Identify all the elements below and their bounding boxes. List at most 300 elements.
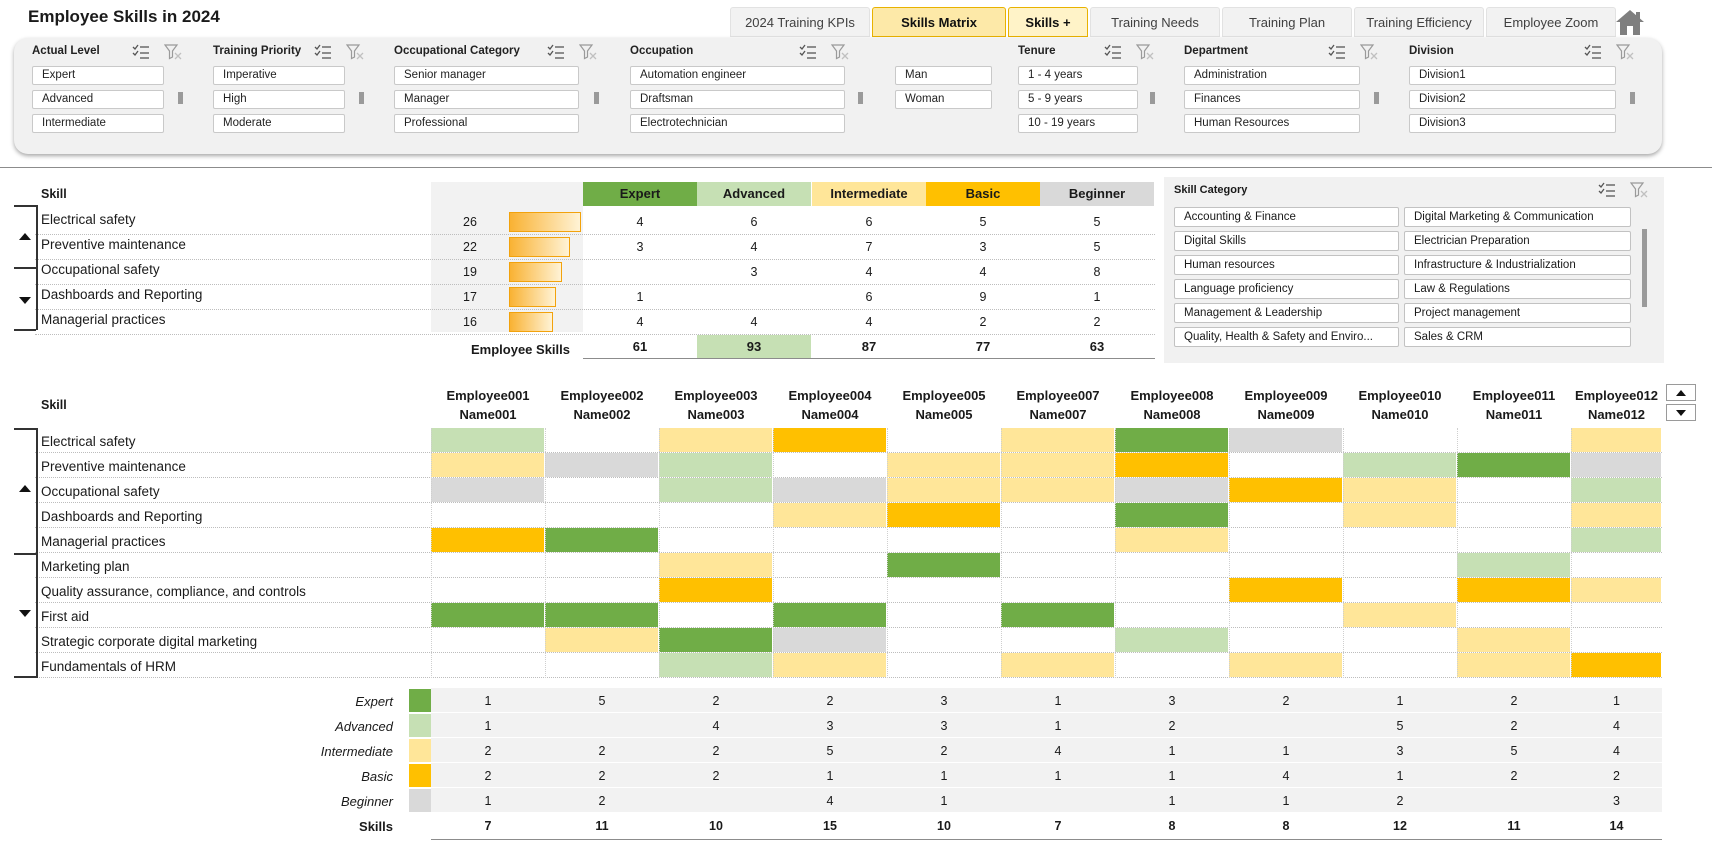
skill-level-cell[interactable] (1115, 578, 1228, 602)
skill-level-cell[interactable] (1343, 503, 1456, 527)
skills-total: 7 (1054, 819, 1062, 833)
employee-id: Employee012 (1574, 388, 1659, 403)
skill-level-cell[interactable] (1571, 453, 1661, 477)
skill-level-cell[interactable] (431, 428, 544, 452)
skill-category-item[interactable]: Law & Regulations (1404, 279, 1631, 299)
skill-level-cell[interactable] (1115, 628, 1228, 652)
gender-slicer-item[interactable]: Man (895, 66, 992, 85)
skill-level-cell[interactable] (1571, 478, 1661, 502)
employee-column-header (887, 386, 1001, 424)
employee-databar (509, 287, 556, 307)
employee-id: Employee004 (788, 388, 872, 403)
tenure-slicer-item[interactable]: 10 - 19 years (1018, 114, 1138, 133)
totals-underline (431, 839, 1662, 840)
tenure-slicer-item[interactable]: 1 - 4 years (1018, 66, 1138, 85)
level-count: 5 (598, 694, 606, 708)
group-bracket-bottom (14, 329, 36, 331)
triangle-up-icon (1676, 390, 1686, 396)
skills-total: 11 (595, 819, 609, 833)
level-count: 1 (1613, 694, 1620, 708)
skill-level-cell[interactable] (773, 628, 886, 652)
skill-level-cell[interactable] (1001, 628, 1114, 652)
skill-level-cell[interactable] (887, 478, 1000, 502)
level-count: 1 (1282, 794, 1290, 808)
skill-level-cell[interactable] (887, 528, 1000, 552)
group-bracket (36, 205, 38, 330)
level-count: 2 (484, 744, 492, 758)
row-divider (35, 284, 1155, 285)
level-count: 2 (712, 694, 720, 708)
level-count: 1 (940, 769, 948, 783)
summary-level-count: 4 (865, 315, 873, 329)
skill-level-cell[interactable] (659, 653, 772, 677)
skill-level-cell[interactable] (1001, 653, 1114, 677)
tab-training-efficiency[interactable]: Training Efficiency (1354, 7, 1484, 37)
skill-category-title: Skill Category (1174, 184, 1248, 196)
expand-down-arrow[interactable] (19, 610, 31, 617)
skill-level-cell[interactable] (1229, 603, 1342, 627)
employee-column-header (431, 386, 545, 424)
skill-level-cell[interactable] (1343, 428, 1456, 452)
division-slicer-item[interactable]: Division1 (1409, 66, 1616, 85)
page-title: Employee Skills in 2024 (28, 7, 220, 26)
skill-level-cell[interactable] (887, 628, 1000, 652)
skill-level-cell[interactable] (887, 428, 1000, 452)
skill-level-cell[interactable] (545, 553, 658, 577)
scrollbar-thumb[interactable] (178, 92, 183, 104)
matrix-skill-label: Strategic corporate digital marketing (41, 634, 258, 649)
skill-level-cell[interactable] (1001, 453, 1114, 477)
clear-filter-icon[interactable] (164, 44, 182, 60)
employee-name: Name007 (1029, 407, 1087, 422)
skill-level-cell[interactable] (431, 578, 544, 602)
division-slicer-item[interactable]: Division2 (1409, 90, 1616, 109)
clear-filter-icon[interactable] (346, 44, 364, 60)
tab-skills-plus[interactable]: Skills + (1008, 7, 1088, 37)
matrix-skill-label: Marketing plan (41, 559, 130, 574)
level-header-intermediate: Intermediate (812, 182, 926, 206)
scroll-up-arrow[interactable] (19, 233, 31, 240)
skill-level-cell[interactable] (1001, 603, 1114, 627)
row-divider (35, 234, 1155, 235)
skill-category-item[interactable]: Infrastructure & Industrialization (1404, 255, 1631, 275)
level-color-swatch (409, 689, 431, 712)
level-count: 1 (484, 719, 492, 733)
skill-category-item[interactable]: Human resources (1174, 255, 1399, 275)
occupation-slicer-item[interactable]: Draftsman (630, 90, 845, 109)
scrollbar-thumb[interactable] (359, 92, 364, 104)
skill-level-cell[interactable] (887, 553, 1000, 577)
skill-level-cell[interactable] (1229, 578, 1342, 602)
tab-training-needs[interactable]: Training Needs (1090, 7, 1220, 37)
skill-category-slicer (1164, 177, 1664, 363)
employee-name: Name012 (1587, 407, 1646, 422)
skill-level-cell[interactable] (659, 528, 772, 552)
skill-level-cell[interactable] (1457, 478, 1570, 502)
row-divider (431, 712, 1662, 713)
skill-level-cell[interactable] (1001, 578, 1114, 602)
slicer-actions (314, 44, 364, 60)
tab-training-plan[interactable]: Training Plan (1222, 7, 1352, 37)
home-icon[interactable] (1614, 7, 1646, 37)
scrollbar-thumb[interactable] (1374, 92, 1379, 104)
skill-level-cell[interactable] (431, 503, 544, 527)
matrix-skill-label: First aid (41, 609, 90, 624)
skill-level-cell[interactable] (1343, 528, 1456, 552)
level-count: 2 (712, 769, 720, 783)
skill-level-cell[interactable] (1115, 478, 1228, 502)
skill-category-item[interactable]: Language proficiency (1174, 279, 1399, 299)
level-row-label: Intermediate (320, 744, 393, 759)
summary-level-count: 3 (636, 240, 644, 254)
skill-level-cell[interactable] (887, 578, 1000, 602)
skill-level-cell[interactable] (1229, 528, 1342, 552)
level-count: 1 (1396, 769, 1404, 783)
tab-bar (730, 7, 1616, 37)
multi-select-icon[interactable] (799, 44, 817, 60)
skill-level-cell[interactable] (1457, 453, 1570, 477)
column-divider (431, 428, 432, 678)
multi-select-icon[interactable] (1584, 44, 1602, 60)
slicer-actions (1598, 182, 1648, 198)
tenure-slicer-title: Tenure (1018, 45, 1056, 57)
skills-total: 14 (1609, 819, 1624, 833)
skill-level-cell[interactable] (659, 578, 772, 602)
summary-level-count: 6 (865, 215, 873, 229)
skill-level-cell[interactable] (1457, 503, 1570, 527)
column-divider (659, 428, 660, 678)
actual-level-slicer-item[interactable]: Expert (32, 66, 164, 85)
skill-level-cell[interactable] (659, 503, 772, 527)
skill-level-cell[interactable] (1115, 428, 1228, 452)
skill-level-cell[interactable] (773, 528, 886, 552)
employee-column-header (659, 386, 773, 424)
skill-level-cell[interactable] (887, 453, 1000, 477)
summary-level-count: 9 (979, 290, 987, 304)
skill-level-cell[interactable] (1457, 528, 1570, 552)
scrollbar-thumb[interactable] (594, 92, 599, 104)
skill-category-item[interactable]: Digital Marketing & Communication (1404, 207, 1631, 227)
level-count: 1 (826, 769, 834, 783)
skill-level-cell[interactable] (545, 478, 658, 502)
tenure-slicer-item[interactable]: 5 - 9 years (1018, 90, 1138, 109)
division-slicer-item[interactable]: Division3 (1409, 114, 1616, 133)
scrollbar-thumb[interactable] (858, 92, 863, 104)
level-count: 5 (826, 744, 834, 758)
employee-name: Name002 (573, 407, 631, 422)
skill-level-cell[interactable] (1115, 653, 1228, 677)
skill-level-cell[interactable] (545, 503, 658, 527)
skill-level-cell[interactable] (1001, 478, 1114, 502)
level-color-swatch (409, 739, 431, 762)
skill-level-cell[interactable] (1229, 453, 1342, 477)
employee-name: Name011 (1485, 407, 1543, 422)
skill-level-cell[interactable] (1229, 503, 1342, 527)
skill-level-cell[interactable] (1457, 628, 1570, 652)
skill-level-cell[interactable] (545, 528, 658, 552)
level-row-label: Expert (355, 694, 393, 709)
skill-level-cell[interactable] (1457, 553, 1570, 577)
skill-level-cell[interactable] (1343, 603, 1456, 627)
skill-level-cell[interactable] (1571, 553, 1661, 577)
slicer-actions (1584, 44, 1634, 60)
skill-level-cell[interactable] (545, 428, 658, 452)
division-slicer-title: Division (1409, 45, 1454, 57)
skill-level-cell[interactable] (1571, 428, 1661, 452)
skill-level-cell[interactable] (773, 578, 886, 602)
skill-level-cell[interactable] (545, 628, 658, 652)
column-divider (1571, 428, 1572, 678)
skill-level-cell[interactable] (1571, 653, 1661, 677)
level-count: 3 (1613, 794, 1620, 808)
skill-level-cell[interactable] (773, 428, 886, 452)
level-header-basic: Basic (926, 182, 1040, 206)
row-divider (35, 309, 1155, 310)
summary-employee-count: 19 (463, 265, 477, 279)
employee-column-header (773, 386, 887, 424)
skill-category-item[interactable]: Sales & CRM (1404, 327, 1631, 347)
clear-filter-icon[interactable] (831, 44, 849, 60)
skill-level-cell[interactable] (545, 453, 658, 477)
skill-level-cell[interactable] (1343, 478, 1456, 502)
employee-name: Name009 (1257, 407, 1315, 422)
skill-level-cell[interactable] (1229, 478, 1342, 502)
skill-level-cell[interactable] (1457, 578, 1570, 602)
skill-category-item[interactable]: Management & Leadership (1174, 303, 1399, 323)
row-divider (35, 677, 1662, 678)
skill-category-item[interactable]: Electrician Preparation (1404, 231, 1631, 251)
skill-level-cell[interactable] (1229, 553, 1342, 577)
skill-level-cell[interactable] (659, 478, 772, 502)
skill-level-cell[interactable] (1571, 528, 1661, 552)
multi-select-icon[interactable] (1598, 182, 1616, 198)
multi-select-icon[interactable] (1104, 44, 1122, 60)
department-slicer-item[interactable]: Human Resources (1184, 114, 1360, 133)
skill-level-cell[interactable] (1229, 428, 1342, 452)
column-divider (1229, 428, 1230, 678)
summary-level-count: 4 (750, 240, 758, 254)
skill-category-item[interactable]: Quality, Health & Safety and Enviro... (1174, 327, 1399, 347)
skill-level-cell[interactable] (545, 603, 658, 627)
column-divider (1343, 428, 1344, 678)
matrix-skill-label: Fundamentals of HRM (41, 659, 177, 674)
skill-level-cell[interactable] (659, 428, 772, 452)
employee-column-header (1571, 386, 1662, 424)
summary-skill-label: Preventive maintenance (41, 237, 186, 252)
clear-filter-icon[interactable] (1630, 182, 1648, 198)
tab-employee-zoom[interactable]: Employee Zoom (1486, 7, 1616, 37)
skill-category-item[interactable]: Project management (1404, 303, 1631, 323)
skill-level-cell[interactable] (431, 478, 544, 502)
skill-level-cell[interactable] (431, 553, 544, 577)
skill-level-cell[interactable] (773, 553, 886, 577)
employee-name: Name004 (801, 407, 859, 422)
training-priority-slicer-item[interactable]: High (213, 90, 345, 109)
skill-level-cell[interactable] (431, 628, 544, 652)
actual-level-slicer-item[interactable]: Advanced (32, 90, 164, 109)
skill-level-cell[interactable] (659, 553, 772, 577)
level-row-label: Advanced (335, 719, 393, 734)
column-divider (1115, 428, 1116, 678)
skill-level-cell[interactable] (1343, 553, 1456, 577)
skill-level-cell[interactable] (431, 603, 544, 627)
level-count: 2 (598, 744, 606, 758)
skill-level-cell[interactable] (431, 528, 544, 552)
level-color-swatch (409, 764, 431, 787)
totals-underline (583, 358, 1155, 359)
level-row-label: Beginner (340, 794, 393, 809)
level-count: 3 (940, 719, 948, 733)
skill-category-item[interactable]: Digital Skills (1174, 231, 1399, 251)
employee-column-header (1001, 386, 1115, 424)
skill-level-cell[interactable] (887, 603, 1000, 627)
department-slicer-item[interactable]: Finances (1184, 90, 1360, 109)
actual-level-slicer-item[interactable]: Intermediate (32, 114, 164, 133)
level-total: 77 (975, 339, 991, 354)
skill-level-cell[interactable] (1571, 603, 1661, 627)
scroll-right-button[interactable] (1666, 404, 1696, 421)
level-total: 63 (1089, 339, 1105, 354)
matrix-skill-label: Managerial practices (41, 534, 166, 549)
multi-select-icon[interactable] (132, 44, 150, 60)
skill-level-cell[interactable] (1001, 503, 1114, 527)
occupation-slicer-item[interactable]: Electrotechnician (630, 114, 845, 133)
occupational-category-slicer-item[interactable]: Manager (394, 90, 579, 109)
occupational-category-slicer-item[interactable]: Professional (394, 114, 579, 133)
row-divider (431, 737, 1662, 738)
summary-employee-count: 16 (463, 315, 477, 329)
skill-level-cell[interactable] (1001, 553, 1114, 577)
clear-filter-icon[interactable] (1616, 44, 1634, 60)
skill-level-cell[interactable] (887, 653, 1000, 677)
level-count: 2 (1282, 694, 1290, 708)
section-divider (0, 167, 1712, 168)
level-count: 1 (1168, 744, 1176, 758)
level-total: 61 (632, 339, 648, 354)
level-count: 4 (1282, 769, 1290, 783)
column-divider (887, 428, 888, 678)
level-count: 1 (1282, 744, 1290, 758)
expand-up-arrow[interactable] (19, 485, 31, 492)
skill-level-cell[interactable] (1571, 578, 1661, 602)
level-count: 1 (484, 694, 492, 708)
summary-level-count: 4 (636, 215, 644, 229)
skill-level-cell[interactable] (1115, 553, 1228, 577)
summary-employee-count: 17 (463, 290, 477, 304)
column-divider (773, 428, 774, 678)
skill-level-cell[interactable] (1457, 653, 1570, 677)
department-slicer-item[interactable]: Administration (1184, 66, 1360, 85)
summary-level-count: 7 (865, 240, 873, 254)
skill-level-cell[interactable] (659, 453, 772, 477)
group-bracket (36, 428, 38, 678)
skill-level-cell[interactable] (431, 453, 544, 477)
scrollbar-thumb[interactable] (1150, 92, 1155, 104)
skills-total: 8 (1282, 819, 1290, 833)
triangle-down-icon (1676, 410, 1686, 416)
group-bracket-top (14, 428, 36, 430)
multi-select-icon[interactable] (1328, 44, 1346, 60)
tab-training-kpis[interactable]: 2024 Training KPIs (730, 7, 870, 37)
skill-level-cell[interactable] (1571, 628, 1661, 652)
skill-level-cell[interactable] (1343, 628, 1456, 652)
skills-total: 8 (1168, 819, 1176, 833)
clear-filter-icon[interactable] (1136, 44, 1154, 60)
scroll-left-button[interactable] (1666, 384, 1696, 401)
skill-level-cell[interactable] (773, 653, 886, 677)
skill-level-cell[interactable] (1001, 428, 1114, 452)
level-count: 1 (1396, 694, 1404, 708)
skill-level-cell[interactable] (1457, 603, 1570, 627)
skill-level-cell[interactable] (431, 653, 544, 677)
scrollbar-thumb[interactable] (1642, 229, 1647, 307)
skill-level-cell[interactable] (773, 603, 886, 627)
skill-level-cell[interactable] (1343, 578, 1456, 602)
skill-level-cell[interactable] (1343, 653, 1456, 677)
tab-skills-matrix[interactable]: Skills Matrix (872, 7, 1006, 37)
slicer-actions (1104, 44, 1154, 60)
skill-level-cell[interactable] (1115, 503, 1228, 527)
level-count: 1 (1054, 694, 1062, 708)
group-bracket-mid (14, 553, 36, 555)
level-count: 4 (1613, 744, 1620, 758)
skill-level-cell[interactable] (1229, 653, 1342, 677)
skill-level-cell[interactable] (1571, 503, 1661, 527)
clear-filter-icon[interactable] (1360, 44, 1378, 60)
multi-select-icon[interactable] (314, 44, 332, 60)
skill-level-cell[interactable] (773, 478, 886, 502)
skill-level-cell[interactable] (1115, 528, 1228, 552)
skill-level-cell[interactable] (1343, 453, 1456, 477)
matrix-skill-label: Quality assurance, compliance, and controls (41, 584, 306, 599)
gender-slicer-item[interactable]: Woman (895, 90, 992, 109)
skill-level-cell[interactable] (887, 503, 1000, 527)
level-count: 2 (1396, 794, 1404, 808)
clear-filter-icon[interactable] (579, 44, 597, 60)
occupational-category-slicer-item[interactable]: Senior manager (394, 66, 579, 85)
department-slicer-title: Department (1184, 45, 1248, 57)
group-bracket-mid (14, 267, 36, 269)
group-bracket-bottom (14, 676, 36, 678)
training-priority-slicer-item[interactable]: Imperative (213, 66, 345, 85)
occupation-slicer-item[interactable]: Automation engineer (630, 66, 845, 85)
skill-category-item[interactable]: Accounting & Finance (1174, 207, 1399, 227)
scrollbar-thumb[interactable] (1630, 92, 1635, 104)
skill-level-cell[interactable] (1115, 603, 1228, 627)
skill-level-cell[interactable] (1457, 428, 1570, 452)
skill-level-cell[interactable] (1229, 628, 1342, 652)
skill-level-cell[interactable] (773, 453, 886, 477)
skill-level-cell[interactable] (545, 653, 658, 677)
level-count: 2 (598, 769, 606, 783)
slicer-panel (14, 38, 1662, 154)
skill-level-cell[interactable] (1001, 528, 1114, 552)
column-divider (1001, 428, 1002, 678)
skill-level-cell[interactable] (659, 628, 772, 652)
skill-level-cell[interactable] (773, 503, 886, 527)
skill-level-cell[interactable] (1115, 453, 1228, 477)
summary-level-count: 5 (1093, 215, 1101, 229)
summary-level-count: 2 (979, 315, 987, 329)
multi-select-icon[interactable] (547, 44, 565, 60)
skill-level-cell[interactable] (659, 603, 772, 627)
scroll-down-arrow[interactable] (19, 297, 31, 304)
training-priority-slicer-item[interactable]: Moderate (213, 114, 345, 133)
employee-id: Employee007 (1016, 388, 1100, 403)
row-divider (35, 259, 1155, 260)
level-count: 3 (1168, 694, 1176, 708)
skill-level-cell[interactable] (545, 578, 658, 602)
